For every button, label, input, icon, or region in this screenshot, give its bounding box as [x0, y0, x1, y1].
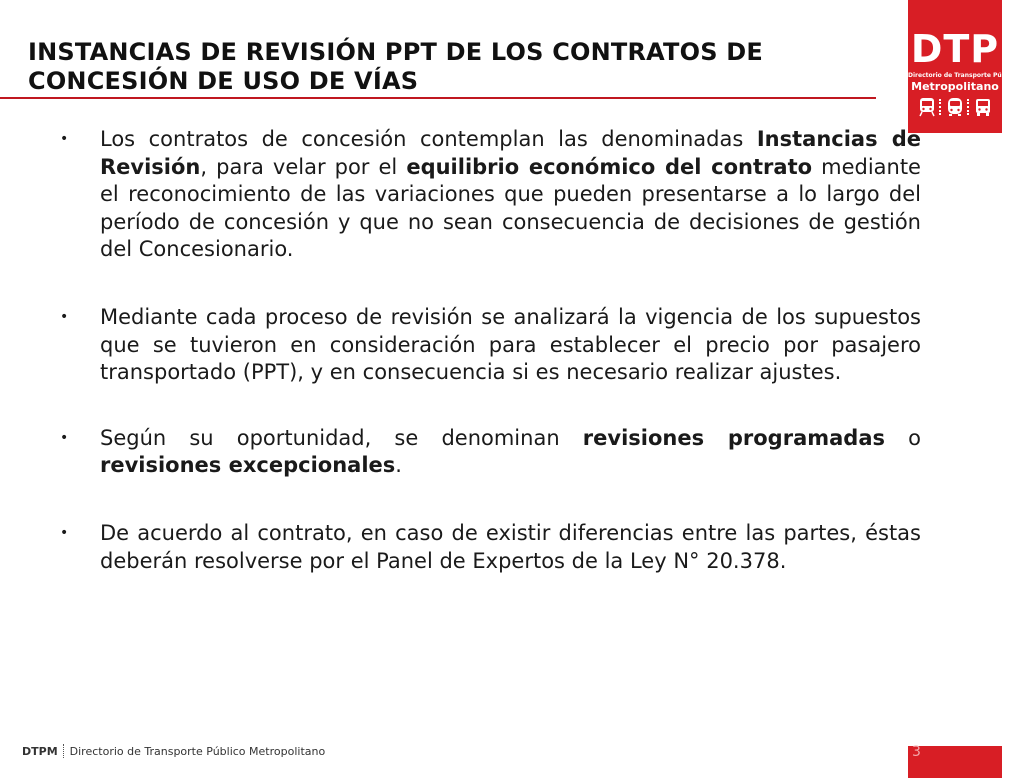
- title-divider: [0, 97, 876, 99]
- bullet-text-bold: revisiones excepcionales: [100, 453, 396, 478]
- logo-separator-2: [967, 99, 971, 115]
- metro-icon: [974, 97, 992, 117]
- bullet-dot: •: [60, 524, 69, 541]
- bullet-dot: •: [60, 308, 69, 325]
- footer: [22, 744, 325, 758]
- bullet-text: De acuerdo al contrato, en caso de existir diferencias entre las partes, éstas deberán resolverse por el Panel de Expertos de la Ley N° 20.378.: [100, 520, 921, 573]
- dtp-logo: [908, 0, 1018, 133]
- bullet-item: [60, 304, 921, 387]
- logo-name: Metropolitano: [911, 80, 999, 93]
- logo-subtitle: Directorio de Transporte Público: [908, 72, 1018, 79]
- bullet-text-bold: equilibrio económico del contrato: [406, 154, 813, 179]
- slide-title: [28, 38, 888, 96]
- bullet-text: Mediante cada proceso de revisión se analizará la vigencia de los supuestos que se tuvieron en consideración para establecer el precio por pasajero transportado (PPT), y en consecuencia si es necesario realizar ajustes.: [100, 304, 921, 385]
- slide-title-line1: INSTANCIAS DE REVISIÓN PPT DE LOS CONTRATOS DE: [28, 38, 763, 66]
- bullet-item: [60, 520, 921, 575]
- bullet-text: mediante el reconocimiento de las variaciones que pueden presentarse a lo largo del período de concesión y que no sean consecuencia de decisiones de gestión del Concesionario.: [100, 154, 921, 262]
- bus-icon: [946, 97, 964, 117]
- bullet-text: , para velar por el: [200, 154, 407, 179]
- bullet-item: [60, 425, 921, 480]
- logo-text: DTP: [910, 27, 1000, 71]
- bullet-text-bold: Instancias de Revisión: [100, 127, 922, 179]
- bullet-text: .: [395, 453, 402, 478]
- footer-separator: [63, 744, 65, 758]
- bullet-item: [60, 126, 921, 264]
- bullet-dot: •: [60, 131, 69, 147]
- bullet-text: Los contratos de concesión contemplan las denominadas: [100, 127, 757, 151]
- logo-separator: [939, 99, 943, 115]
- footer-abbr: DTPM: [22, 744, 58, 758]
- bullet-text: Según su oportunidad, se denominan: [100, 425, 583, 450]
- bullet-text-bold: revisiones programadas: [582, 425, 885, 450]
- bullet-dot: •: [60, 429, 69, 446]
- footer-text: Directorio de Transporte Público Metropolitano: [69, 744, 326, 758]
- logo-transport-icons: [908, 97, 1002, 117]
- bullet-list: [60, 126, 921, 575]
- bullet-text: o: [885, 425, 921, 450]
- slide-title-line2: CONCESIÓN DE USO DE VÍAS: [28, 67, 419, 95]
- page-number: 3: [912, 744, 921, 760]
- train-icon: [918, 97, 936, 117]
- page-number-box: [908, 746, 1002, 778]
